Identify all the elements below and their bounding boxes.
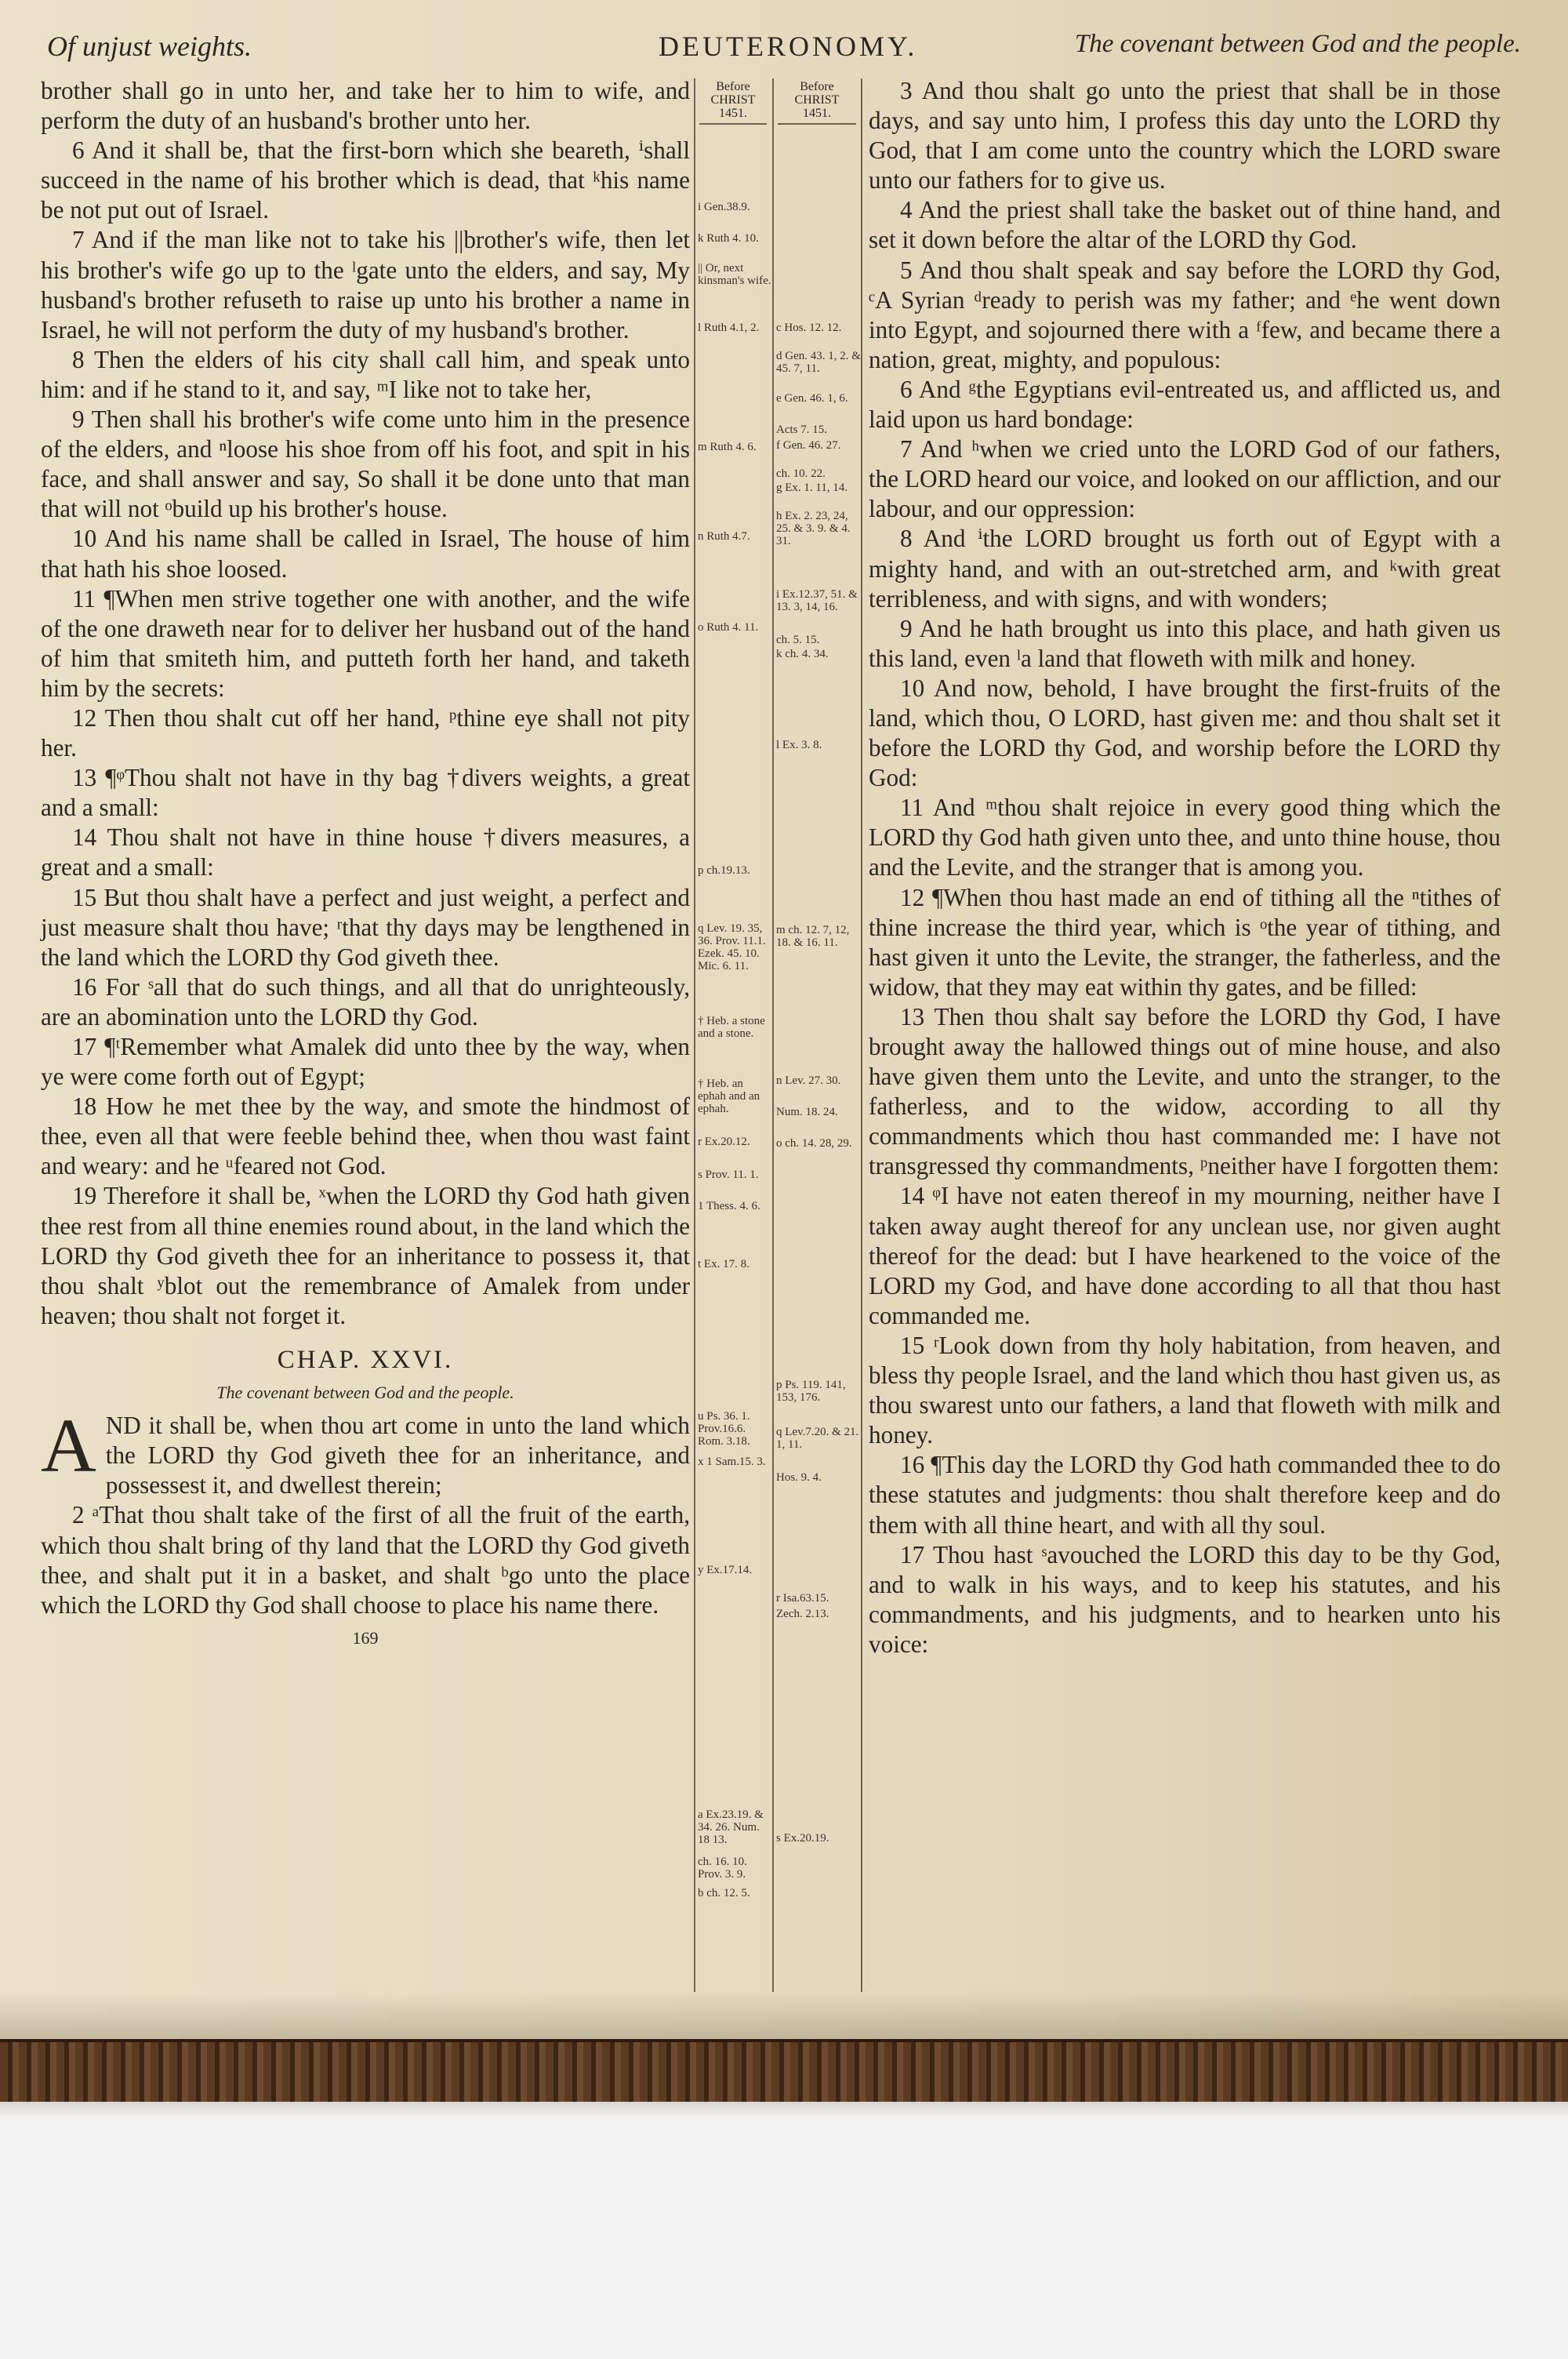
- margin-note: ch. 16. 10. Prov. 3. 9.: [698, 1856, 747, 1881]
- chapter-summary: The covenant between God and the people.: [216, 1383, 514, 1403]
- margin-note: a Ex.23.19. & 34. 26. Num. 18 13.: [698, 1808, 764, 1846]
- drop-cap: A: [41, 1404, 96, 1489]
- page-number: 169: [352, 1627, 379, 1648]
- book-binding: [0, 2039, 1568, 2105]
- margin-year: 1451.: [719, 107, 747, 120]
- verse-6: 6 And it shall be, that the first-born which she beareth, ⁱshall succeed in the name of his brother which is dead, that ᵏhis name be not put out of Israel.: [41, 136, 690, 224]
- margin-note: q Lev. 19. 35, 36. Prov. 11.1. Ezek. 45. 10. Mic. 6. 11.: [698, 922, 766, 972]
- margin-year: 1451.: [803, 107, 831, 120]
- verse-16: 16 ¶This day the LORD thy God hath commanded thee to do these statutes and judgments: thou shalt therefore keep and do them with all thine heart, and with all thy soul.: [869, 1451, 1501, 1539]
- margin-note: ch. 10. 22.: [776, 467, 826, 480]
- margin-note: r Ex.20.12.: [698, 1136, 750, 1148]
- verse-13: 13 ¶ᵠThou shalt not have in thy bag †divers weights, a great and a small:: [41, 764, 690, 822]
- margin-note: † Heb. a stone and a stone.: [698, 1015, 765, 1040]
- margin-note: n Lev. 27. 30.: [776, 1074, 841, 1087]
- verse-7: 7 And if the man like not to take his ||brother's wife, then let his brother's wife go up to the ˡgate unto the elders, and say, My husband's brother refuseth to raise up unto his brother a name in Israel, he will not perform the duty of my husband's brother.: [41, 226, 690, 343]
- verse-10: 10 And his name shall be called in Israel, The house of him that hath his shoe loosed.: [41, 525, 690, 583]
- margin-note: d Gen. 43. 1, 2. & 45. 7, 11.: [776, 350, 861, 375]
- verse-19: 19 Therefore it shall be, ˣwhen the LORD thy God hath given thee rest from all thine enemies round about, in the land which the LORD thy God giveth thee for an inheritance to possess it, that thou shalt ʸblot out the remembrance of Amalek from under heaven; thou shalt not forget it.: [41, 1182, 690, 1329]
- margin-note: q Lev.7.20. & 21. 1, 11.: [776, 1426, 859, 1451]
- before-christ-label: Before CHRIST: [710, 80, 756, 107]
- verse-15: 15 But thou shalt have a perfect and just weight, a perfect and just measure shalt thou have; ʳthat thy days may be lengthened in the land which the LORD thy God giveth thee.: [41, 883, 690, 971]
- running-head-book: DEUTERONOMY.: [659, 31, 918, 62]
- verse-7: 7 And ʰwhen we cried unto the LORD God of our fathers, the LORD heard our voice, and looked on our affliction, and our labour, and our oppression:: [869, 435, 1501, 523]
- verse-10: 10 And now, behold, I have brought the first-fruits of the land, which thou, O LORD, hast given me: and thou shalt set it before the LORD thy God, and worship before the LORD thy God:: [869, 674, 1501, 792]
- margin-note: Acts 7. 15.: [776, 423, 827, 436]
- margin-note: 1 Thess. 4. 6.: [698, 1200, 760, 1212]
- margin-note: k ch. 4. 34.: [776, 648, 829, 660]
- margin-note: l Ex. 3. 8.: [776, 739, 822, 751]
- margin-note: i Gen.38.9.: [698, 201, 750, 213]
- verse-11: 11 ¶When men strive together one with another, and the wife of the one draweth near for to deliver her husband out of the hand of him that smiteth him, and putteth forth her hand, and taketh him by the secrets:: [41, 584, 690, 702]
- verse-5-continued: brother shall go in unto her, and take her to him to wife, and perform the duty of an husband's brother unto her.: [41, 77, 690, 135]
- before-christ-label: Before CHRIST: [794, 80, 840, 107]
- margin-note: y Ex.17.14.: [698, 1564, 753, 1576]
- margin-note: Zech. 2.13.: [776, 1608, 829, 1620]
- margin-note: f Gen. 46. 27.: [776, 439, 841, 452]
- margin-note: Hos. 9. 4.: [776, 1471, 822, 1484]
- margin-note: u Ps. 36. 1. Prov.16.6. Rom. 3.18.: [698, 1410, 750, 1448]
- margin-note: m ch. 12. 7, 12, 18. & 16. 11.: [776, 924, 850, 949]
- binding-edge: [0, 2102, 1568, 2117]
- right-text-column: [869, 76, 1501, 1659]
- margin-note: p ch.19.13.: [698, 864, 750, 877]
- verse-2: 2 ᵃThat thou shalt take of the first of all the fruit of the earth, which thou shalt bring of thy land that the LORD thy God giveth thee, and shalt put it in a basket, and shalt ᵇgo unto the place which the LORD thy God shall choose to place his name there.: [41, 1501, 690, 1619]
- verse-17: 17 Thou hast ˢavouched the LORD this day to be thy God, and to walk in his ways, and to keep his statutes, and his commandments, and his judgments, and to hearken unto his voice:: [869, 1540, 1501, 1658]
- margin-note: p Ps. 119. 141, 153, 176.: [776, 1379, 846, 1404]
- verse-11: 11 And ᵐthou shalt rejoice in every good thing which the LORD thy God hath given unto thee, and unto thine house, thou and the Levite, and the stranger that is among you.: [869, 794, 1501, 881]
- margin-note: o Ruth 4. 11.: [698, 621, 759, 634]
- verse-12: 12 ¶When thou hast made an end of tithing all the ⁿtithes of thine increase the third year, which is ᵒthe year of tithing, and hast given it unto the Levite, the stranger, the fatherless, and the widow, that they may eat within thy gates, and be filled:: [869, 883, 1501, 1001]
- verse-18: 18 How he met thee by the way, and smote the hindmost of thee, even all that were feeble behind thee, when thou wast faint and weary: and he ᵘfeared not God.: [41, 1092, 690, 1180]
- verse-14: 14 Thou shalt not have in thine house †divers measures, a great and a small:: [41, 823, 690, 881]
- margin-note: ch. 5. 15.: [776, 634, 820, 646]
- before-christ-header: [699, 80, 767, 125]
- verse-5: 5 And thou shalt speak and say before the LORD thy God, ᶜA Syrian ᵈready to perish was my father; and ᵉhe went down into Egypt, and sojourned there with a ᶠfew, and became there a nation, great, mighty, and populous:: [869, 256, 1501, 373]
- verse-4: 4 And the priest shall take the basket out of thine hand, and set it down before the altar of the LORD thy God.: [869, 196, 1501, 254]
- margin-note: h Ex. 2. 23, 24, 25. & 3. 9. & 4. 31.: [776, 510, 851, 547]
- verse-9: 9 Then shall his brother's wife come unto him in the presence of the elders, and ⁿloose his shoe from off his foot, and spit in his face, and shall answer and say, So shall it be done unto that man that will not ᵒbuild up his brother's house.: [41, 405, 690, 523]
- margin-note: i Ex.12.37, 51. & 13. 3, 14, 16.: [776, 588, 858, 613]
- running-head: [47, 30, 1521, 69]
- margin-note: r Isa.63.15.: [776, 1592, 829, 1605]
- verse-1: [41, 1404, 690, 1500]
- verse-8: 8 And ⁱthe LORD brought us forth out of Egypt with a mighty hand, and with an out-stretched arm, and ᵏwith great terribleness, and with signs, and with wonders;: [869, 525, 1501, 612]
- margin-note: c Hos. 12. 12.: [776, 322, 842, 334]
- verse-8: 8 Then the elders of his city shall call him, and speak unto him: and if he stand to it, and say, ᵐI like not to take her,: [41, 345, 690, 403]
- running-head-left: Of unjust weights.: [47, 31, 252, 62]
- margin-note: s Ex.20.19.: [776, 1832, 829, 1845]
- margin-note: b ch. 12. 5.: [698, 1887, 750, 1899]
- margin-note: t Ex. 17. 8.: [698, 1258, 750, 1270]
- chapter-title: CHAP. XXVI.: [277, 1345, 454, 1374]
- margin-note: † Heb. an ephah and an ephah.: [698, 1078, 760, 1115]
- verse-17: 17 ¶ᵗRemember what Amalek did unto thee by the way, when ye were come forth out of Egypt;: [41, 1033, 690, 1091]
- margin-note: l Ruth 4.1, 2.: [698, 322, 760, 334]
- verse-6: 6 And ᵍthe Egyptians evil-entreated us, and afflicted us, and laid upon us hard bondage:: [869, 375, 1501, 434]
- margin-note: || Or, next kinsman's wife.: [698, 262, 771, 287]
- margin-note: m Ruth 4. 6.: [698, 441, 757, 453]
- verse-15: 15 ʳLook down from thy holy habitation, from heaven, and bless thy people Israel, and the land which thou hast given us, as thou swarest unto our fathers, a land that floweth with milk and honey.: [869, 1331, 1501, 1449]
- margin-note: s Prov. 11. 1.: [698, 1169, 759, 1181]
- column-rule: [694, 78, 695, 1992]
- margin-note: k Ruth 4. 10.: [698, 232, 759, 245]
- before-christ-header: [778, 80, 856, 125]
- verse-1-text: ND it shall be, when thou art come in unto the land which the LORD thy God giveth thee for an inheritance, and possessest it, and dwellest therein;: [105, 1412, 690, 1499]
- margin-note: x 1 Sam.15. 3.: [698, 1456, 766, 1468]
- margin-note: e Gen. 46. 1, 6.: [776, 392, 848, 405]
- margin-note: o ch. 14. 28, 29.: [776, 1137, 852, 1150]
- verse-9: 9 And he hath brought us into this place, and hath given us this land, even ˡa land that floweth with milk and honey.: [869, 614, 1501, 672]
- margin-note: Num. 18. 24.: [776, 1106, 838, 1118]
- left-text-column: [41, 76, 690, 1653]
- page-shadow: [0, 1992, 1568, 2039]
- running-head-right: The covenant between God and the people.: [1074, 30, 1521, 58]
- verse-14: 14 ᵠI have not eaten thereof in my mourning, neither have I taken away aught thereof for any unclean use, nor given aught thereof for the dead: but I have hearkened to the voice of the LORD my God, and have done according to all that thou hast commanded me.: [869, 1182, 1501, 1329]
- column-rule: [861, 78, 862, 1992]
- verse-12: 12 Then thou shalt cut off her hand, ᵖthine eye shall not pity her.: [41, 703, 690, 762]
- margin-note: n Ruth 4.7.: [698, 530, 750, 543]
- verse-3: 3 And thou shalt go unto the priest that shall be in those days, and say unto him, I profess this day unto the LORD thy God, that I am come unto the country which the LORD sware unto our fathers for to give us.: [869, 77, 1501, 194]
- margin-note: g Ex. 1. 11, 14.: [776, 482, 848, 494]
- verse-13: 13 Then thou shalt say before the LORD thy God, I have brought away the hallowed things out of mine house, and also have given them unto the Levite, and unto the stranger, to the fatherless, and to the widow, according to all thy commandments which thou hast commanded me: I have not transgressed thy commandments, ᵖneither have I forgotten them:: [869, 1002, 1501, 1180]
- verse-16: 16 For ˢall that do such things, and all that do unrighteously, are an abomination unto the LORD thy God.: [41, 972, 690, 1030]
